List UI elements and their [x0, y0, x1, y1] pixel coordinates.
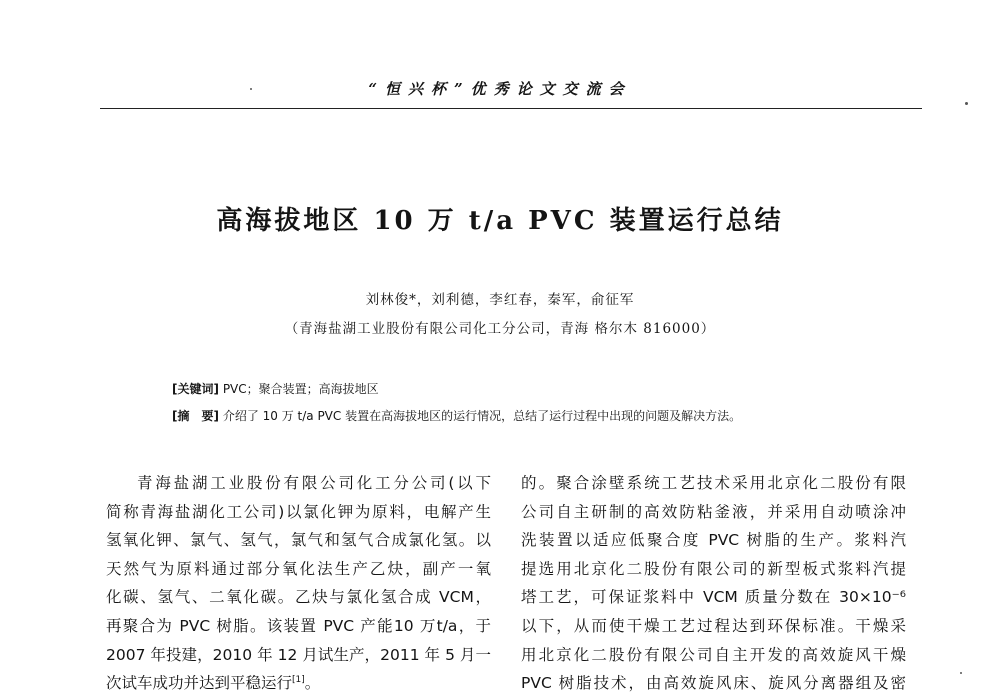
scan-speck	[960, 672, 962, 674]
body-line: 塔工艺，可保证浆料中 VCM 质量分数在 30×10⁻⁶	[521, 588, 906, 607]
body-line: 氢氧化钾、氯气、氢气，氯气和氢气合成氯化氢。以	[106, 531, 491, 550]
keywords-label: [关键词]	[172, 382, 219, 396]
body-text: 次试车成功并达到平稳运行	[106, 674, 293, 693]
abstract-label: [摘 要]	[172, 409, 219, 423]
abstract-text: 介绍了 10 万 t/a PVC 装置在高海拔地区的运行情况，总结了运行过程中出现的问题及解决方法。	[222, 409, 742, 423]
affiliation: （青海盐湖工业股份有限公司化工分公司，青海 格尔木 816000）	[284, 321, 716, 337]
header-rule	[100, 108, 922, 109]
body-line: 公司自主研制的高效防粘釜液，并采用自动喷涂冲	[521, 502, 906, 521]
keywords-text: PVC；聚合装置；高海拔地区	[222, 382, 379, 396]
body-column-left	[106, 469, 491, 696]
body-column-right	[521, 469, 906, 696]
scan-speck	[250, 88, 252, 90]
body-line: 2007 年投建，2010 年 12 月试生产，2011 年 5 月一	[106, 645, 491, 664]
body-line: 的。聚合涂壁系统工艺技术采用北京化二股份有限	[521, 474, 906, 492]
body-line: 青海盐湖工业股份有限公司化工分公司(以下	[137, 474, 491, 492]
body-line: 提选用北京化二股份有限公司的新型板式浆料汽提	[521, 559, 906, 578]
body-line: 再聚合为 PVC 树脂。该装置 PVC 产能10 万t/a，于	[106, 616, 491, 635]
body-line: 简称青海盐湖化工公司)以氯化钾为原料，电解产生	[106, 502, 491, 521]
body-text: 。	[304, 674, 321, 693]
paper-title: 高海拔地区 10 万 t/a PVC 装置运行总结	[216, 206, 784, 236]
body-line: 化碳、氢气、二氧化碳。乙炔与氯化氢合成 VCM，	[106, 588, 491, 607]
body-line: 以下，从而使干燥工艺过程达到环保标准。干燥采	[521, 616, 906, 635]
scan-speck	[965, 102, 968, 105]
author-list: 刘林俊*，刘利德，李红春，秦军，俞征军	[365, 292, 635, 308]
body-line: 天然气为原料通过部分氧化法生产乙炔，副产一氧	[106, 559, 491, 578]
keywords-line	[172, 380, 379, 397]
body-line: 洗装置以适应低聚合度 PVC 树脂的生产。浆料汽	[521, 531, 906, 550]
body-line-last	[106, 669, 491, 696]
conference-banner: “恒兴杯”优秀论文交流会	[368, 80, 632, 98]
body-line: PVC 树脂技术，由高效旋风床、旋风分离器组及密	[521, 674, 906, 693]
abstract-line	[172, 407, 741, 424]
citation-ref: [1]	[292, 675, 305, 685]
body-line: 用北京化二股份有限公司自主开发的高效旋风干燥	[521, 645, 906, 664]
